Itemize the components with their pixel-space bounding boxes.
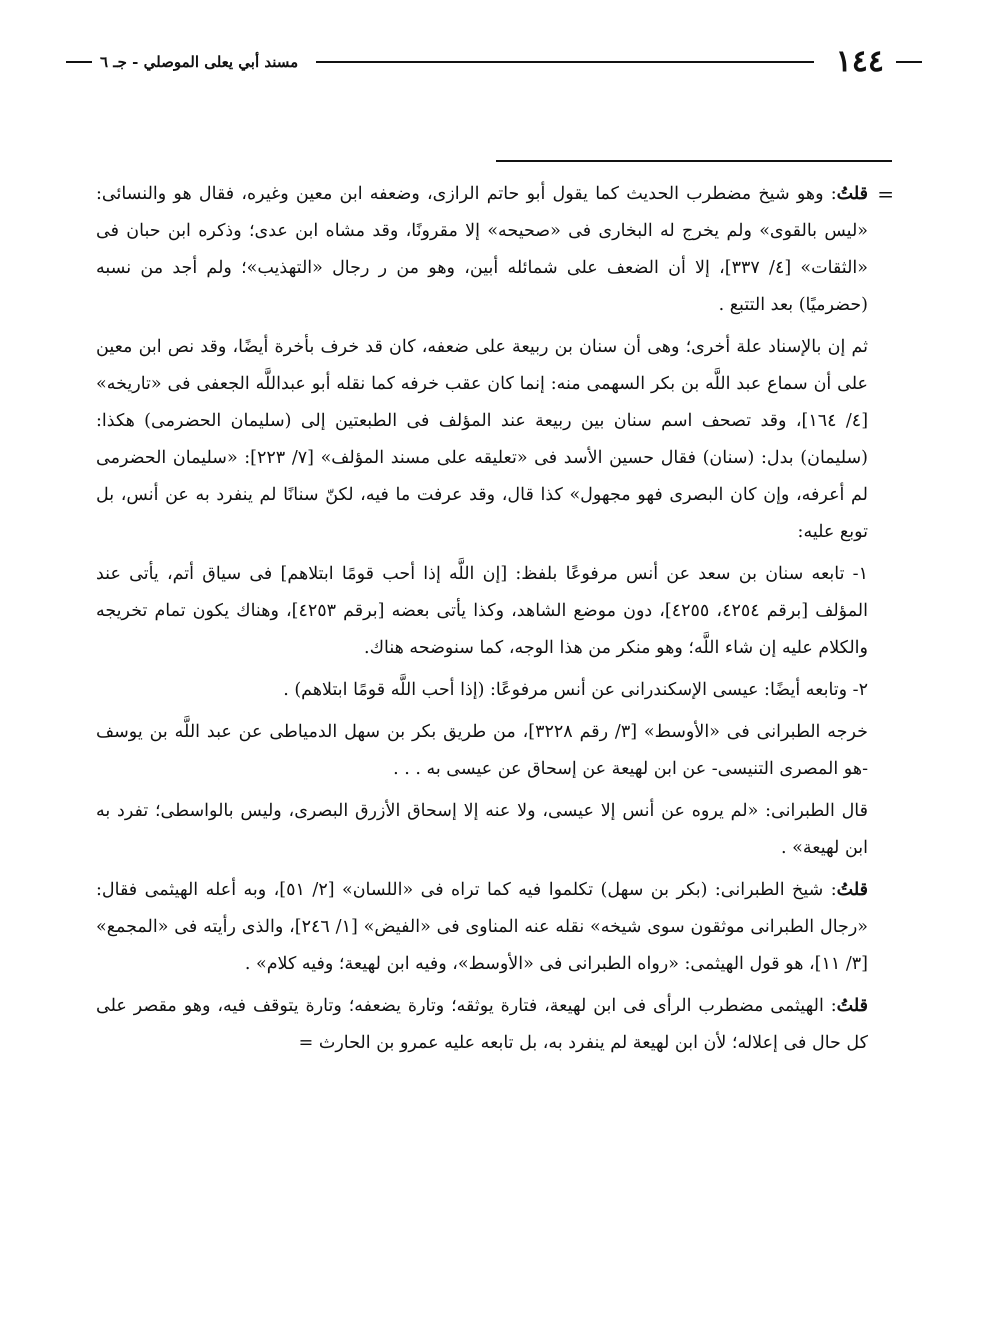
paragraph-7 — [96, 872, 868, 983]
paragraph-3 — [96, 556, 868, 667]
paragraph-6 — [96, 793, 868, 867]
paragraph-text: ثم إن بالإسناد علة أخرى؛ وهى أن سنان بن ربيعة على ضعفه، كان قد خرف بأخرة أيضًا، وقد نص ابن معين على أن سماع عبد اللَّه بن بكر السهمى منه: إنما كان عقب خرفه كما نقله أبو عبداللَّه الجعفى فى «تاريخه» [٤/ ١٦٤]، وقد تصحف اسم سنان بين ربيعة عند المؤلف فى الطبعتين إلى (سليمان الحضرمى) هكذا: (سليمان) بدل: (سنان) فقال حسين الأسد فى «تعليقه على مسند المؤلف» [٧/ ٢٢٣]: «سليمان الحضرمى لم أعرفه، وإن كان البصرى فهو مجهول» كذا قال، وقد عرفت ما فيه، لكنّ سنانًا لم ينفرد به عن أنس، بل توبع عليه: — [96, 337, 869, 542]
paragraph-4 — [96, 672, 868, 709]
continuation-mark: = — [877, 182, 894, 206]
qult-label: قلتُ — [836, 996, 868, 1016]
paragraph-text: قال الطبرانى: «لم يروه عن أنس إلا عيسى، ولا عنه إلا إسحاق الأزرق البصرى، وليس بالواسطى؛ تفرد به ابن لهيعة» . — [96, 801, 868, 858]
header-rule-left — [66, 61, 92, 63]
running-title: مسند أبي يعلى الموصلي - جـ ٦ — [100, 53, 299, 71]
paragraph-text: : شيخ الطبرانى: (بكر بن سهل) تكلموا فيه كما تراه فى «اللسان» [٢/ ٥١]، وبه أعله الهيثمى فقال: «رجال الطبرانى موثقون سوى شيخه» نقله عنه المناوى فى «الفيض» [١/ ٢٤٦]، والذى رأيته فى «المجمع» [٣/ ١١]، هو قول الهيثمى: «رواه الطبرانى فى «الأوسط»، وفيه ابن لهيعة؛ وفيه كلام» . — [96, 880, 868, 974]
footnote-body — [96, 176, 868, 1062]
paragraph-text: خرجه الطبرانى فى «الأوسط» [٣/ رقم ٣٢٢٨]، من طريق بكر بن سهل الدمياطى عن عبد اللَّه بن يوسف -هو المصرى التنيسى- عن ابن لهيعة عن إسحاق عن عيسى به . . . — [96, 722, 868, 779]
paragraph-text: ٢- وتابعه أيضًا: عيسى الإسكندرانى عن أنس مرفوعًا: (إذا أحب اللَّه قومًا ابتلاهم) . — [283, 680, 868, 700]
paragraph-text: ١- تابعه سنان بن سعد عن أنس مرفوعًا بلفظ: [إن اللَّه إذا أحب قومًا ابتلاهم] فى سياق أتم، يأتى عند المؤلف [برقم ٤٢٥٤، ٤٢٥٥]، دون موضع الشاهد، وكذا يأتى بعضه [برقم ٤٢٥٣]، وهناك يكون تمام تخريجه والكلام عليه إن شاء اللَّه؛ وهو منكر من هذا الوجه، كما سنوضحه هناك. — [96, 564, 868, 658]
paragraph-text: : الهيثمى مضطرب الرأى فى ابن لهيعة، فتارة يوثقه؛ وتارة يضعفه؛ وتارة يتوقف فيه، وهو مقصر على كل حال فى إعلاله؛ لأن ابن لهيعة لم ينفرد به، بل تابعه عليه عمرو بن الحارث = — [96, 996, 868, 1053]
running-header — [66, 42, 922, 82]
paragraph-1 — [96, 176, 868, 324]
paragraph-5 — [96, 714, 868, 788]
qult-label: قلتُ — [836, 880, 868, 900]
header-rule-right — [896, 61, 922, 63]
page-number: ١٤٤ — [835, 44, 884, 79]
paragraph-text: : وهو شيخ مضطرب الحديث كما يقول أبو حاتم الرازى، وضعفه ابن معين وغيره، فقال هو والنسائى: «ليس بالقوى» ولم يخرج له البخارى فى «صحيحه» إلا مقرونًا، وقد مشاه ابن عدى؛ وذكره ابن حبان فى «الثقات» [٤/ ٣٣٧]، إلا أن الضعف على شمائله أبين، وهو من ر رجال «التهذيب»؛ ولم أجد من نسبه (حضرميًا) بعد التتبع . — [96, 184, 868, 315]
header-rule-middle — [316, 61, 813, 63]
qult-label: قلتُ — [836, 184, 868, 204]
footnote-separator — [496, 160, 892, 162]
paragraph-2 — [96, 329, 868, 551]
paragraph-8 — [96, 988, 868, 1062]
